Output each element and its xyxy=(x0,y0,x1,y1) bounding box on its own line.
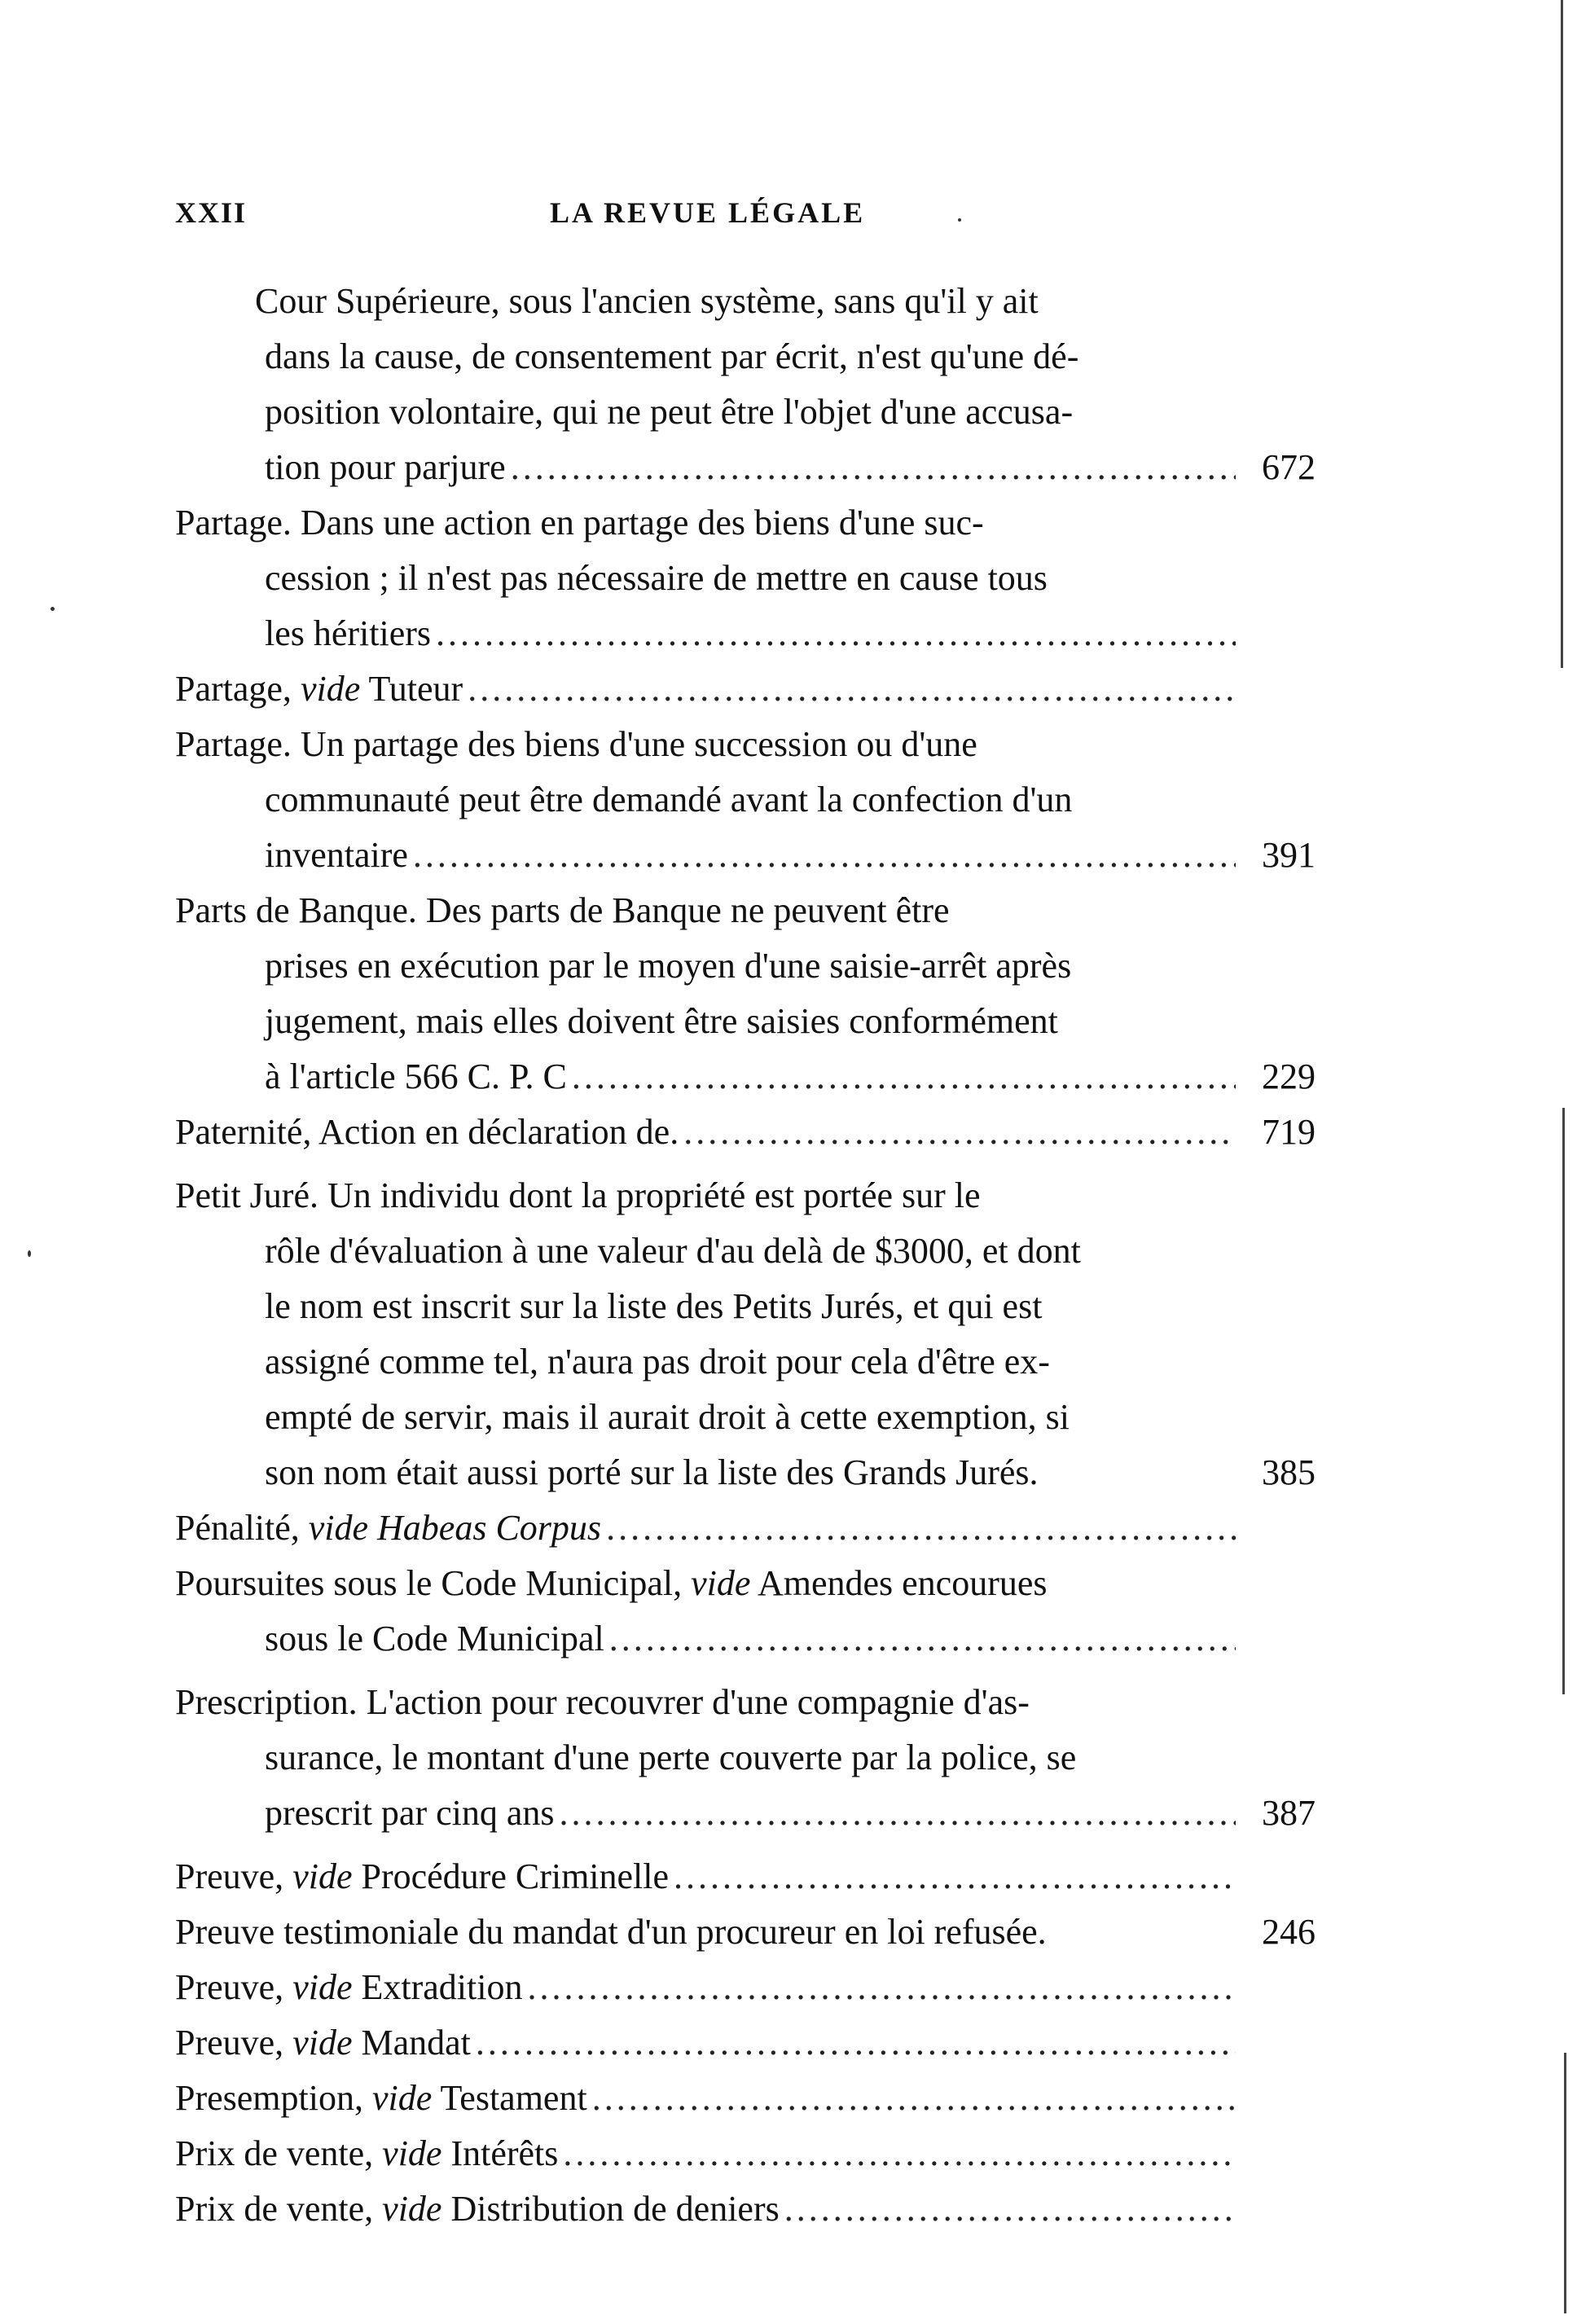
scan-speck xyxy=(958,218,961,222)
entry-text: inventaire xyxy=(265,835,408,875)
entry-text: Parts de Banque. Des parts de Banque ne peuvent être xyxy=(175,890,950,930)
entry-text: Preuve testimoniale du mandat d'un procureur en loi refusée. xyxy=(175,1912,1047,1952)
entry-text: position volontaire, qui ne peut être l'objet d'une accusa- xyxy=(265,392,1074,432)
dot-leader xyxy=(784,2181,1236,2237)
entry-text: Preuve, vide Extradition xyxy=(175,1967,523,2007)
entry-text: Preuve, vide Procédure Criminelle xyxy=(175,1856,670,1896)
index-entries xyxy=(175,274,1316,2237)
index-entry xyxy=(175,883,1316,1105)
page-edge-shadow xyxy=(1564,2053,1566,2313)
entry-text: communauté peut être demandé avant la confection d'un xyxy=(265,780,1073,819)
index-entry xyxy=(175,661,1316,717)
dot-leader xyxy=(560,1786,1236,1841)
index-entry xyxy=(175,1168,1316,1500)
entry-text: Prescription. L'action pour recouvrer d'une compagnie d'as- xyxy=(175,1682,1030,1722)
dot-leader xyxy=(436,606,1236,661)
index-entry xyxy=(175,1904,1316,1960)
dot-leader xyxy=(606,1500,1236,1556)
dot-leader xyxy=(592,2071,1236,2126)
index-entry xyxy=(175,274,1316,495)
index-entry xyxy=(175,2126,1316,2181)
entry-text: dans la cause, de consentement par écrit, n'est qu'une dé- xyxy=(265,336,1079,376)
index-entry xyxy=(175,2015,1316,2071)
entry-text: Prix de vente, vide Distribution de deniers xyxy=(175,2189,780,2229)
running-title: LA REVUE LÉGALE xyxy=(550,196,866,229)
index-entry xyxy=(175,2071,1316,2126)
entry-text: Paternité, Action en déclaration de. xyxy=(175,1112,679,1152)
entry-text: le nom est inscrit sur la liste des Petits Jurés, et qui est xyxy=(265,1286,1043,1326)
entry-text: prises en exécution par le moyen d'une saisie-arrêt après xyxy=(265,946,1072,986)
dot-leader xyxy=(563,2126,1236,2181)
dot-leader xyxy=(413,828,1236,883)
page-reference: 672 xyxy=(1262,447,1316,487)
entry-text: surance, le montant d'une perte couverte par la police, se xyxy=(265,1738,1077,1777)
entry-text: rôle d'évaluation à une valeur d'au delà de $3000, et dont xyxy=(265,1231,1081,1271)
dot-leader xyxy=(683,1105,1236,1160)
entry-text: sous le Code Municipal xyxy=(265,1619,604,1658)
index-entry xyxy=(175,717,1316,883)
dot-leader xyxy=(476,2015,1236,2071)
entry-text: Cour Supérieure, sous l'ancien système, sans qu'il y ait xyxy=(255,281,1039,321)
entry-text: à l'article 566 C. P. C xyxy=(265,1057,567,1096)
entry-text: Partage. Dans une action en partage des biens d'une suc- xyxy=(175,503,984,543)
entry-text: tion pour parjure xyxy=(265,447,506,487)
page-reference: 385 xyxy=(1262,1452,1316,1492)
entry-text: empté de servir, mais il aurait droit à cette exemption, si xyxy=(265,1397,1070,1437)
index-entry xyxy=(175,1105,1316,1160)
entry-text: Petit Juré. Un individu dont la propriété est portée sur le xyxy=(175,1175,981,1215)
index-entry xyxy=(175,2181,1316,2237)
entry-text: cession ; il n'est pas nécessaire de mettre en cause tous xyxy=(265,558,1048,598)
page-number: XXII xyxy=(175,196,248,229)
page-reference: 391 xyxy=(1262,835,1316,875)
entry-text: Partage, vide Tuteur xyxy=(175,669,463,709)
scan-speck xyxy=(28,1250,31,1257)
entry-text: Poursuites sous le Code Municipal, vide Amendes encourues xyxy=(175,1563,1048,1603)
page-edge-shadow xyxy=(1561,0,1563,668)
index-entry xyxy=(175,1960,1316,2015)
dot-leader xyxy=(674,1849,1236,1904)
page-reference: 387 xyxy=(1262,1793,1316,1833)
index-entry xyxy=(175,1849,1316,1904)
scan-speck xyxy=(51,607,55,611)
entry-text: Prix de vente, vide Intérêts xyxy=(175,2133,559,2173)
entry-text: Preuve, vide Mandat xyxy=(175,2023,471,2063)
index-entry xyxy=(175,1500,1316,1556)
entry-text: Pénalité, vide Habeas Corpus xyxy=(175,1508,602,1548)
page-edge-shadow xyxy=(1562,1108,1565,1694)
dot-leader xyxy=(468,661,1236,717)
page-header xyxy=(175,195,1250,244)
entry-text: assigné comme tel, n'aura pas droit pour cela d'être ex- xyxy=(265,1342,1050,1382)
page-reference: 229 xyxy=(1262,1057,1316,1096)
index-entry xyxy=(175,495,1316,661)
index-entry xyxy=(175,1675,1316,1841)
entry-text: Presemption, vide Testament xyxy=(175,2078,587,2118)
entry-text: les héritiers xyxy=(265,613,432,653)
dot-leader xyxy=(609,1611,1236,1667)
entry-text: Partage. Un partage des biens d'une succession ou d'une xyxy=(175,724,977,764)
entry-text: son nom était aussi porté sur la liste des Grands Jurés. xyxy=(265,1452,1039,1492)
entry-text: jugement, mais elles doivent être saisies conformément xyxy=(265,1001,1058,1041)
dot-leader xyxy=(572,1049,1236,1105)
dot-leader xyxy=(527,1960,1236,2015)
entry-text: prescrit par cinq ans xyxy=(265,1793,555,1833)
page-reference: 719 xyxy=(1262,1112,1316,1152)
page-reference: 246 xyxy=(1262,1912,1316,1952)
index-entry xyxy=(175,1556,1316,1667)
dot-leader xyxy=(511,440,1236,495)
